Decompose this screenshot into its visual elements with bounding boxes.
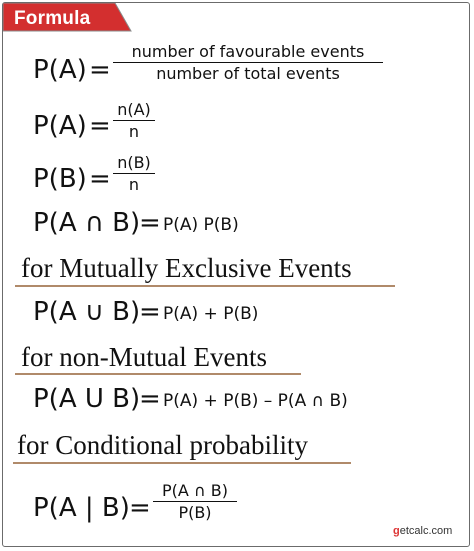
fraction-bar [113,120,155,121]
heading-mutually-exclusive: for Mutually Exclusive Events [21,253,352,283]
formula-3-eq: = [89,164,111,194]
formula-3-lhs: P(B) [33,164,87,194]
formula-5-rhs: P(A) + P(B) [163,304,259,324]
formula-3-denominator: n [128,175,140,194]
heading-underline [15,285,395,287]
formula-7-numerator: P(A ∩ B) [162,481,228,500]
formula-tab [3,3,133,34]
formula-6-rhs: P(A) + P(B) – P(A ∩ B) [163,391,348,411]
fraction-bar [113,173,155,174]
formula-2-fraction [113,100,155,141]
formula-1-fraction [113,42,383,83]
fraction-bar [113,62,383,63]
formula-4-rhs: P(A) P(B) [163,215,239,235]
formula-6-eq: = [139,384,161,414]
formula-6-lhs: P(A U B) [33,384,141,414]
tab-label: Formula [14,8,91,29]
formula-5-eq: = [139,297,161,327]
formula-1-numerator: number of favourable events [131,42,365,61]
logo-prefix: g [393,525,400,537]
logo-text: etcalc.com [399,525,453,537]
formula-3-numerator: n(B) [117,153,151,172]
fraction-bar [153,501,237,502]
formula-4-lhs: P(A ∩ B) [33,208,141,238]
formula-7-denominator: P(B) [178,503,212,522]
formula-7-eq: = [129,493,151,523]
formula-3-fraction [113,153,155,194]
formula-7-lhs: P(A | B) [33,493,130,523]
heading-non-mutual: for non-Mutual Events [21,342,267,372]
heading-conditional: for Conditional probability [17,430,308,460]
formula-2-numerator: n(A) [117,100,151,119]
formula-2-denominator: n [128,122,140,141]
formula-2-eq: = [89,111,111,141]
formula-5-lhs: P(A ∪ B) [33,297,141,327]
heading-underline [15,373,301,375]
heading-underline [13,462,351,464]
getcalc-logo [393,525,465,543]
formula-1-denominator: number of total events [156,64,340,83]
formula-2-lhs: P(A) [33,111,87,141]
formula-1-lhs: P(A) [33,55,87,85]
formula-1-eq: = [89,55,111,85]
formula-4-eq: = [139,208,161,238]
formula-7-fraction [153,481,237,522]
formula-card [2,2,470,547]
